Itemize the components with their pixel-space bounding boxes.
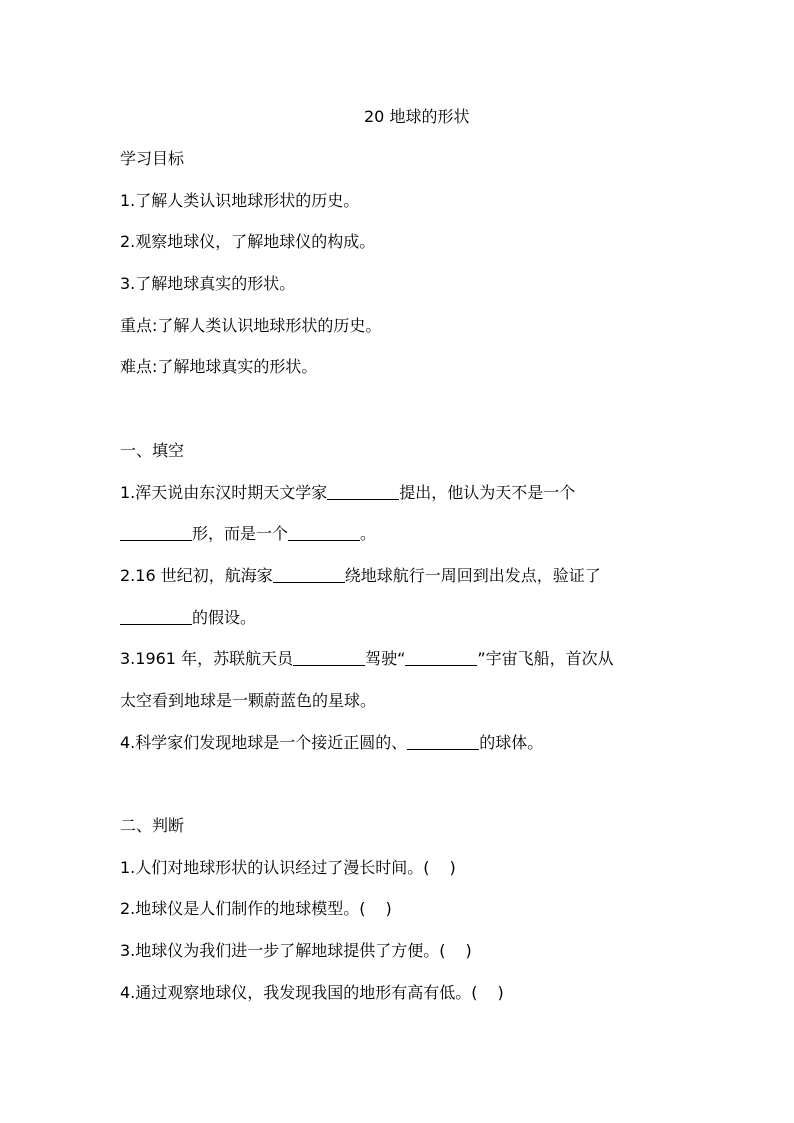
key-point: 重点:了解人类认识地球形状的历史。 [120, 316, 382, 335]
fill-in-question-2-line-1 [120, 566, 601, 586]
close-paren: ) [497, 983, 504, 1002]
fill-in-question-1-line-1 [120, 483, 575, 503]
fill-in-question-2-line-2 [120, 608, 256, 628]
page-title: 20 地球的形状 [364, 107, 470, 126]
answer-blank[interactable] [288, 524, 360, 541]
fill-in-q4-text-b: 的球体。 [479, 733, 544, 752]
fill-in-q1-text-d: 。 [360, 524, 377, 543]
fill-in-q3-text-b: 驾驶“ [365, 649, 406, 668]
fill-in-question-1-line-2 [120, 524, 376, 544]
close-paren: ) [385, 899, 392, 918]
judge-item-1-text: 1.人们对地球形状的认识经过了漫长时间。( [120, 858, 430, 877]
objective-item-1: 1.了解人类认识地球形状的历史。 [120, 191, 360, 210]
fill-in-q2-text-b: 绕地球航行一周回到出发点，验证了 [344, 566, 601, 585]
fill-in-q3-text-a: 3.1961 年，苏联航天员 [120, 649, 294, 668]
answer-blank[interactable] [293, 649, 365, 666]
answer-blank[interactable] [407, 733, 479, 750]
fill-in-q3-text-c: ”宇宙飞船，首次从 [477, 649, 614, 668]
answer-blank[interactable] [120, 524, 192, 541]
objective-item-3: 3.了解地球真实的形状。 [120, 274, 296, 293]
answer-blank[interactable] [327, 483, 399, 500]
fill-in-q4-text-a: 4.科学家们发现地球是一个接近正圆的、 [120, 733, 408, 752]
judge-item-2 [120, 899, 392, 919]
difficult-point: 难点:了解地球真实的形状。 [120, 357, 318, 376]
judge-item-4 [120, 983, 504, 1003]
fill-in-heading: 一、填空 [120, 441, 185, 460]
answer-blank[interactable] [405, 649, 477, 666]
answer-blank[interactable] [273, 566, 345, 583]
fill-in-question-4 [120, 733, 543, 753]
fill-in-question-3-line-1 [120, 649, 614, 669]
judge-item-1 [120, 858, 456, 878]
close-paren: ) [465, 941, 472, 960]
judge-item-3-text: 3.地球仪为我们进一步了解地球提供了方便。( [120, 941, 446, 960]
fill-in-q2-text-c: 的假设。 [192, 608, 257, 627]
fill-in-q1-text-c: 形，而是一个 [192, 524, 289, 543]
fill-in-question-3-line-2: 太空看到地球是一颗蔚蓝色的星球。 [120, 691, 377, 710]
objective-item-2: 2.观察地球仪，了解地球仪的构成。 [120, 232, 376, 251]
judge-item-2-text: 2.地球仪是人们制作的地球模型。( [120, 899, 366, 918]
judge-item-4-text: 4.通过观察地球仪，我发现我国的地形有高有低。( [120, 983, 478, 1002]
judge-heading: 二、判断 [120, 816, 185, 835]
objectives-heading: 学习目标 [120, 149, 185, 168]
close-paren: ) [449, 858, 456, 877]
fill-in-q2-text-a: 2.16 世纪初，航海家 [120, 566, 273, 585]
fill-in-q1-text-a: 1.浑天说由东汉时期天文学家 [120, 483, 328, 502]
judge-item-3 [120, 941, 472, 961]
fill-in-q1-text-b: 提出，他认为天不是一个 [399, 483, 576, 502]
answer-blank[interactable] [120, 608, 192, 625]
